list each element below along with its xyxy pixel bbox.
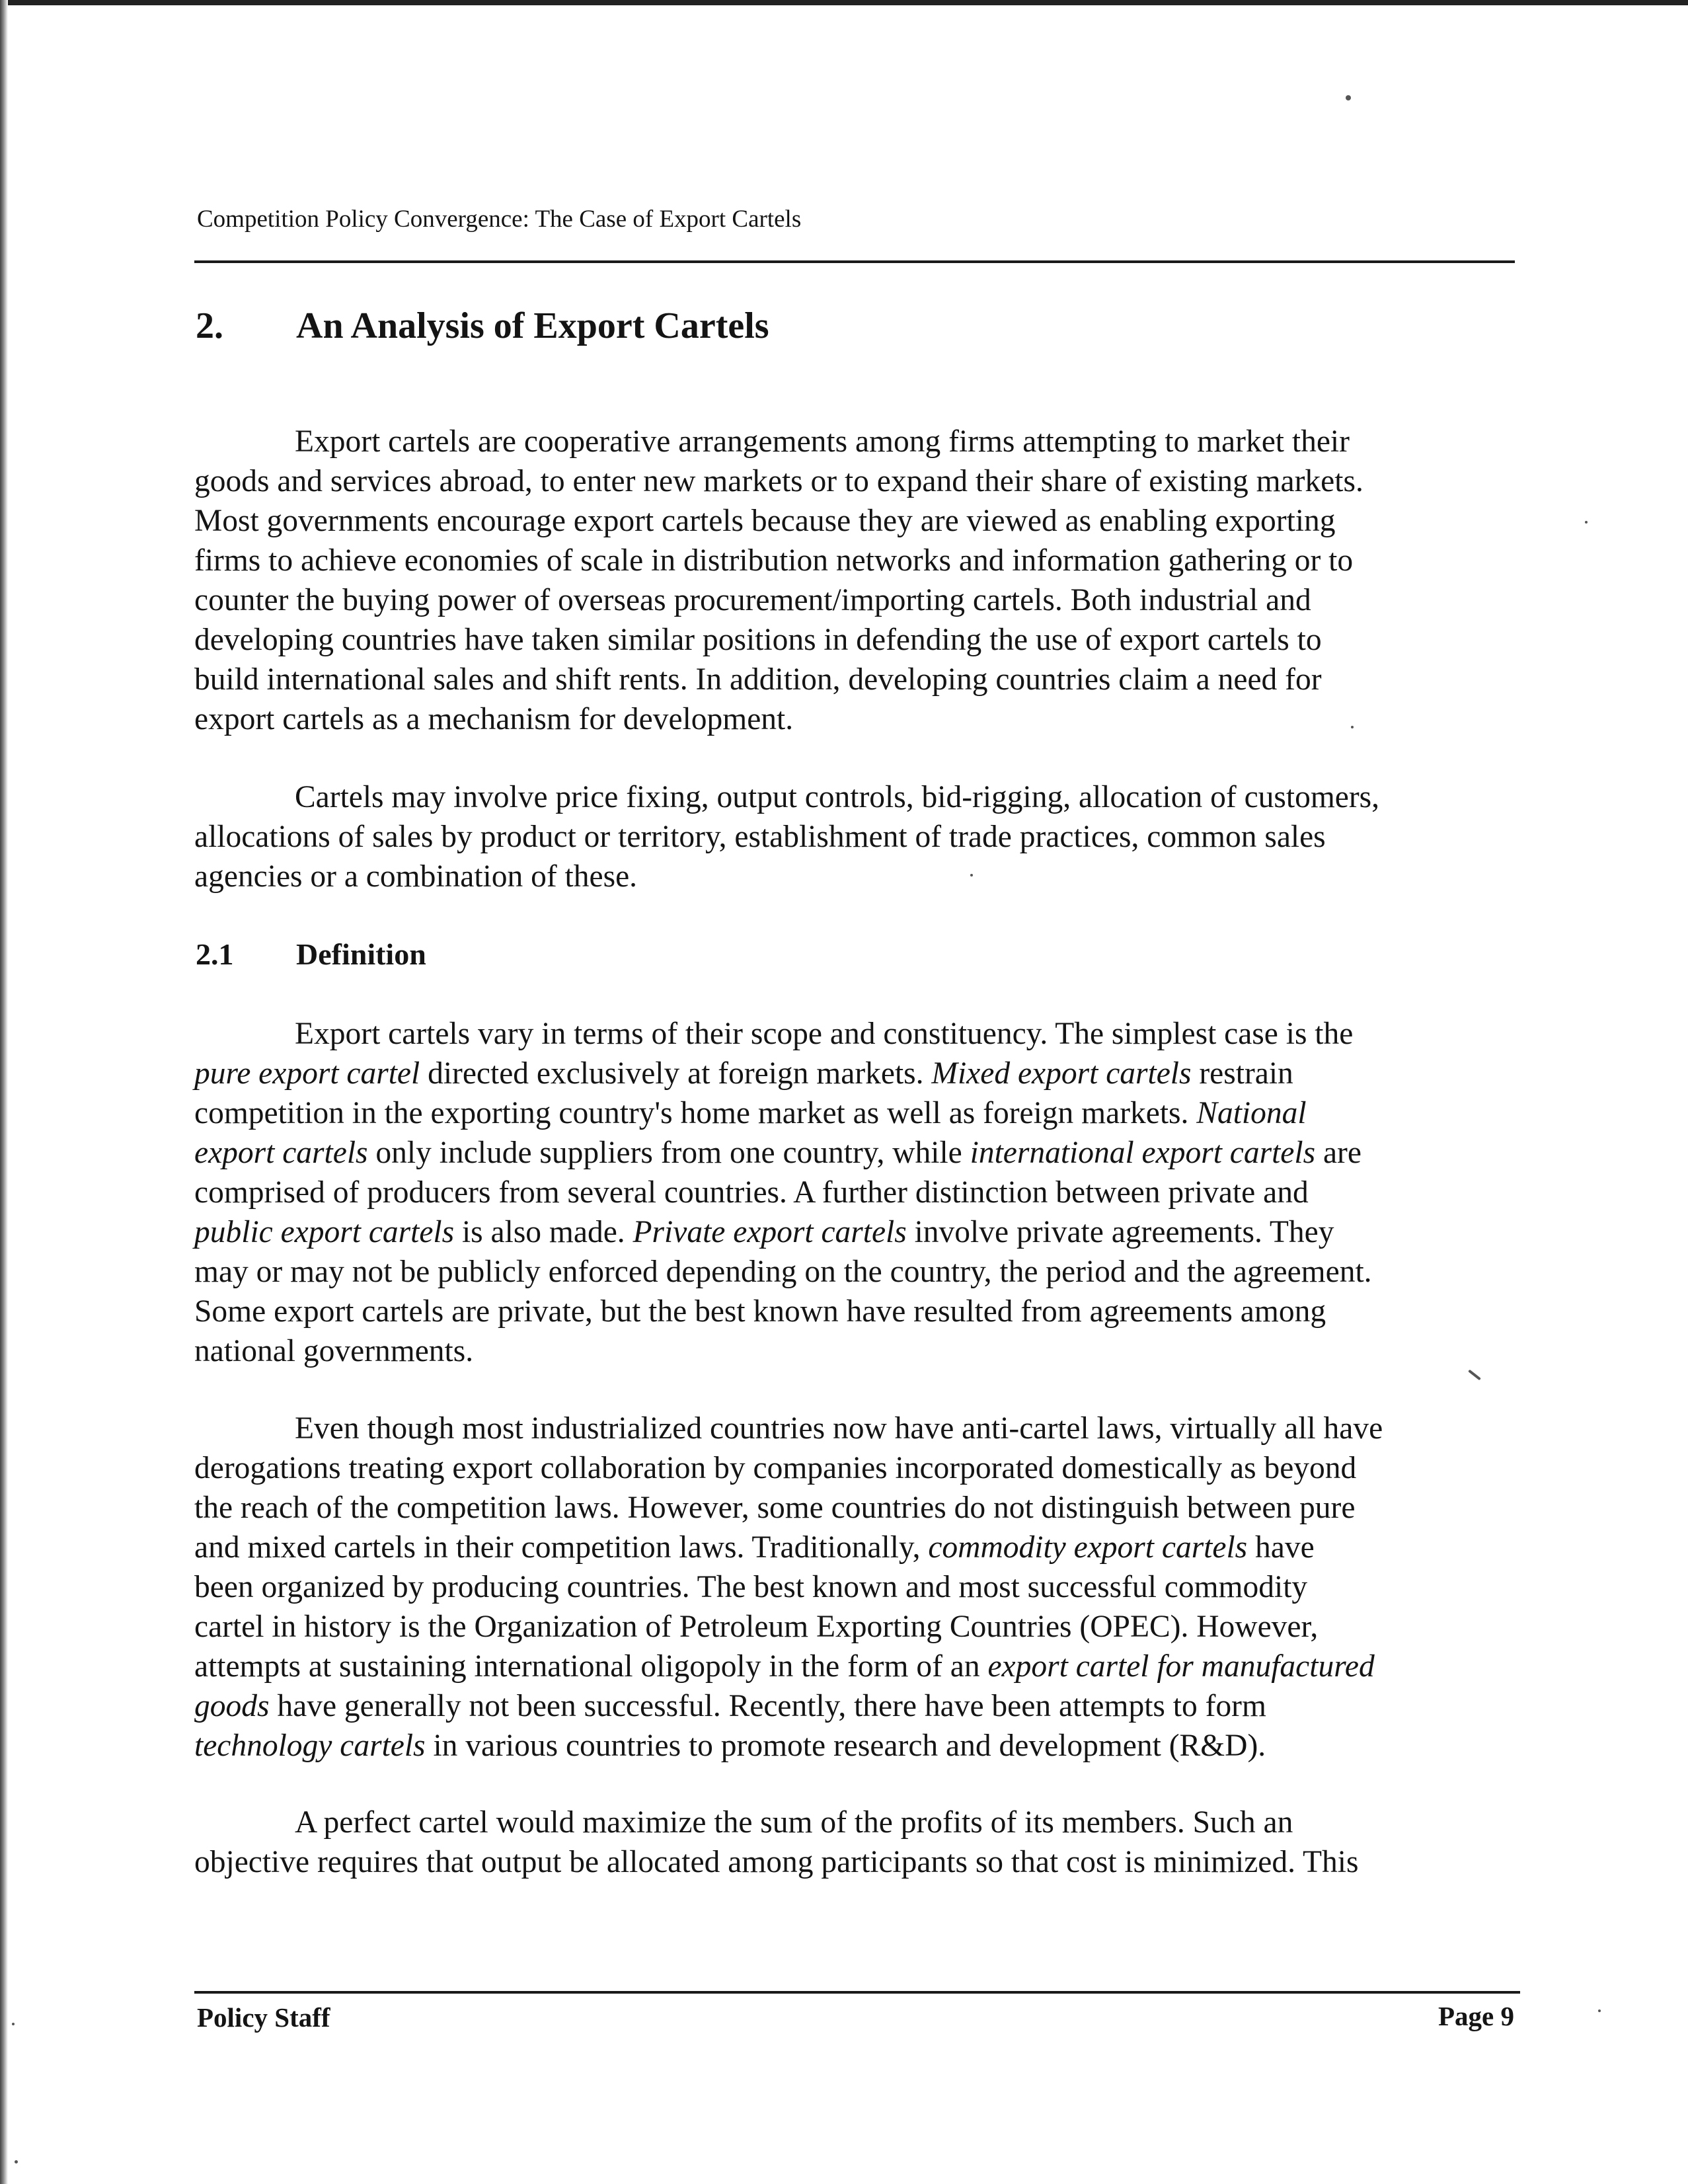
scan-speck [15,2160,18,2164]
text-run: have [1247,1530,1315,1565]
paragraph-line: Export cartels vary in terms of their scope and constituency. The simplest case is the [295,1017,1354,1051]
italic-term: export cartels [194,1136,368,1170]
text-run: attempts at sustaining international oligopoly in the form of an [194,1649,988,1684]
text-run: directed exclusively at foreign markets. [420,1056,932,1091]
section-number: 2. [196,305,223,346]
text-run: have generally not been successful. Recently, there have been attempts to form [269,1689,1266,1723]
italic-term: Mixed export cartels [931,1056,1192,1091]
paragraph-line: developing countries have taken similar positions in defending the use of export cartels to [194,623,1322,657]
paragraph-3 [194,1014,1516,1371]
paragraph-line [194,1726,1516,1766]
paragraph-line: A perfect cartel would maximize the sum of the profits of its members. Such an [295,1805,1293,1840]
paragraph-5 [194,1803,1516,1882]
paragraph-line: counter the buying power of overseas procurement/importing cartels. Both industrial and [194,583,1311,617]
scan-speck [1468,1370,1481,1381]
italic-term: National [1196,1096,1307,1130]
paragraph-1 [194,422,1516,739]
scan-speck [1585,521,1588,524]
subsection-heading [196,935,426,974]
paragraph-line [194,1133,1516,1173]
paragraph-line: derogations treating export collaboration by companies incorporated domestically as beyond [194,1451,1357,1485]
scan-speck [12,2023,15,2025]
italic-term: goods [194,1689,270,1723]
running-header: Competition Policy Convergence: The Case of Export Cartels [197,206,802,233]
paragraph-line: Even though most industrialized countries now have anti-cartel laws, virtually all have [295,1411,1383,1446]
paragraph-line: Some export cartels are private, but the best known have resulted from agreements among [194,1294,1326,1329]
paragraph-line: Cartels may involve price fixing, output controls, bid-rigging, allocation of customers, [295,780,1380,814]
italic-term: technology cartels [194,1729,426,1763]
paragraph-line: Most governments encourage export cartels because they are viewed as enabling exporting [194,504,1336,538]
paragraph-line: Export cartels are cooperative arrangements among firms attempting to market their [295,424,1350,459]
text-run: and mixed cartels in their competition laws. Traditionally, [194,1530,929,1565]
paragraph-line: cartel in history is the Organization of Petroleum Exporting Countries (OPEC). However, [194,1610,1319,1644]
paragraph-line [194,1686,1516,1726]
text-run: only include suppliers from one country, while [367,1136,970,1170]
paragraph-4 [194,1409,1516,1766]
section-heading [196,303,769,349]
paragraph-line: may or may not be publicly enforced depending on the country, the period and the agreement. [194,1255,1372,1289]
text-run: competition in the exporting country's home market as well as foreign markets. [194,1096,1197,1130]
text-run: restrain [1191,1056,1293,1091]
paragraph-line: agencies or a combination of these. [194,859,638,894]
paragraph-line: national governments. [194,1334,474,1368]
italic-term: Private export cartels [633,1215,907,1249]
paragraph-line: export cartels as a mechanism for development. [194,702,794,736]
paragraph-2 [194,777,1516,896]
italic-term: commodity export cartels [928,1530,1248,1565]
scan-speck [1598,2009,1601,2012]
paragraph-line: the reach of the competition laws. However, some countries do not distinguish between pure [194,1491,1356,1525]
section-title: An Analysis of Export Cartels [296,305,769,346]
scan-border-left [0,0,8,2184]
paragraph-line: goods and services abroad, to enter new markets or to expand their share of existing markets. [194,464,1363,498]
header-rule [194,260,1515,263]
paragraph-line [194,1054,1516,1093]
scan-speck [970,874,973,877]
scan-speck [1346,95,1351,100]
subsection-number: 2.1 [196,937,234,971]
italic-term: public export cartels [194,1215,455,1249]
paragraph-line [194,1212,1516,1252]
paragraph-line: comprised of producers from several countries. A further distinction between private and [194,1175,1309,1210]
italic-term: international export cartels [970,1136,1316,1170]
text-run: in various countries to promote research and development (R&D). [425,1729,1266,1763]
page-number: Page 9 [1438,2001,1514,2031]
paragraph-line: firms to achieve economies of scale in distribution networks and information gathering or to [194,543,1354,578]
text-run: is also made. [454,1215,633,1249]
scan-speck [1351,726,1354,728]
italic-term: pure export cartel [194,1056,420,1091]
subsection-title: Definition [296,937,426,971]
paragraph-line [194,1647,1516,1686]
paragraph-line: been organized by producing countries. The best known and most successful commodity [194,1570,1308,1604]
footer-author: Policy Staff [197,2002,330,2033]
paragraph-line [194,1093,1516,1133]
text-run: are [1315,1136,1362,1170]
paragraph-line: allocations of sales by product or territory, establishment of trade practices, common sales [194,820,1326,854]
text-run: involve private agreements. They [906,1215,1334,1249]
paragraph-line: build international sales and shift rents. In addition, developing countries claim a need for [194,662,1322,697]
paragraph-line [194,1528,1516,1567]
scan-border-top [0,0,1688,5]
italic-term: export cartel for manufactured [987,1649,1375,1684]
footer-rule [194,1991,1520,1994]
paragraph-line: objective requires that output be allocated among participants so that cost is minimized. This [194,1845,1359,1879]
